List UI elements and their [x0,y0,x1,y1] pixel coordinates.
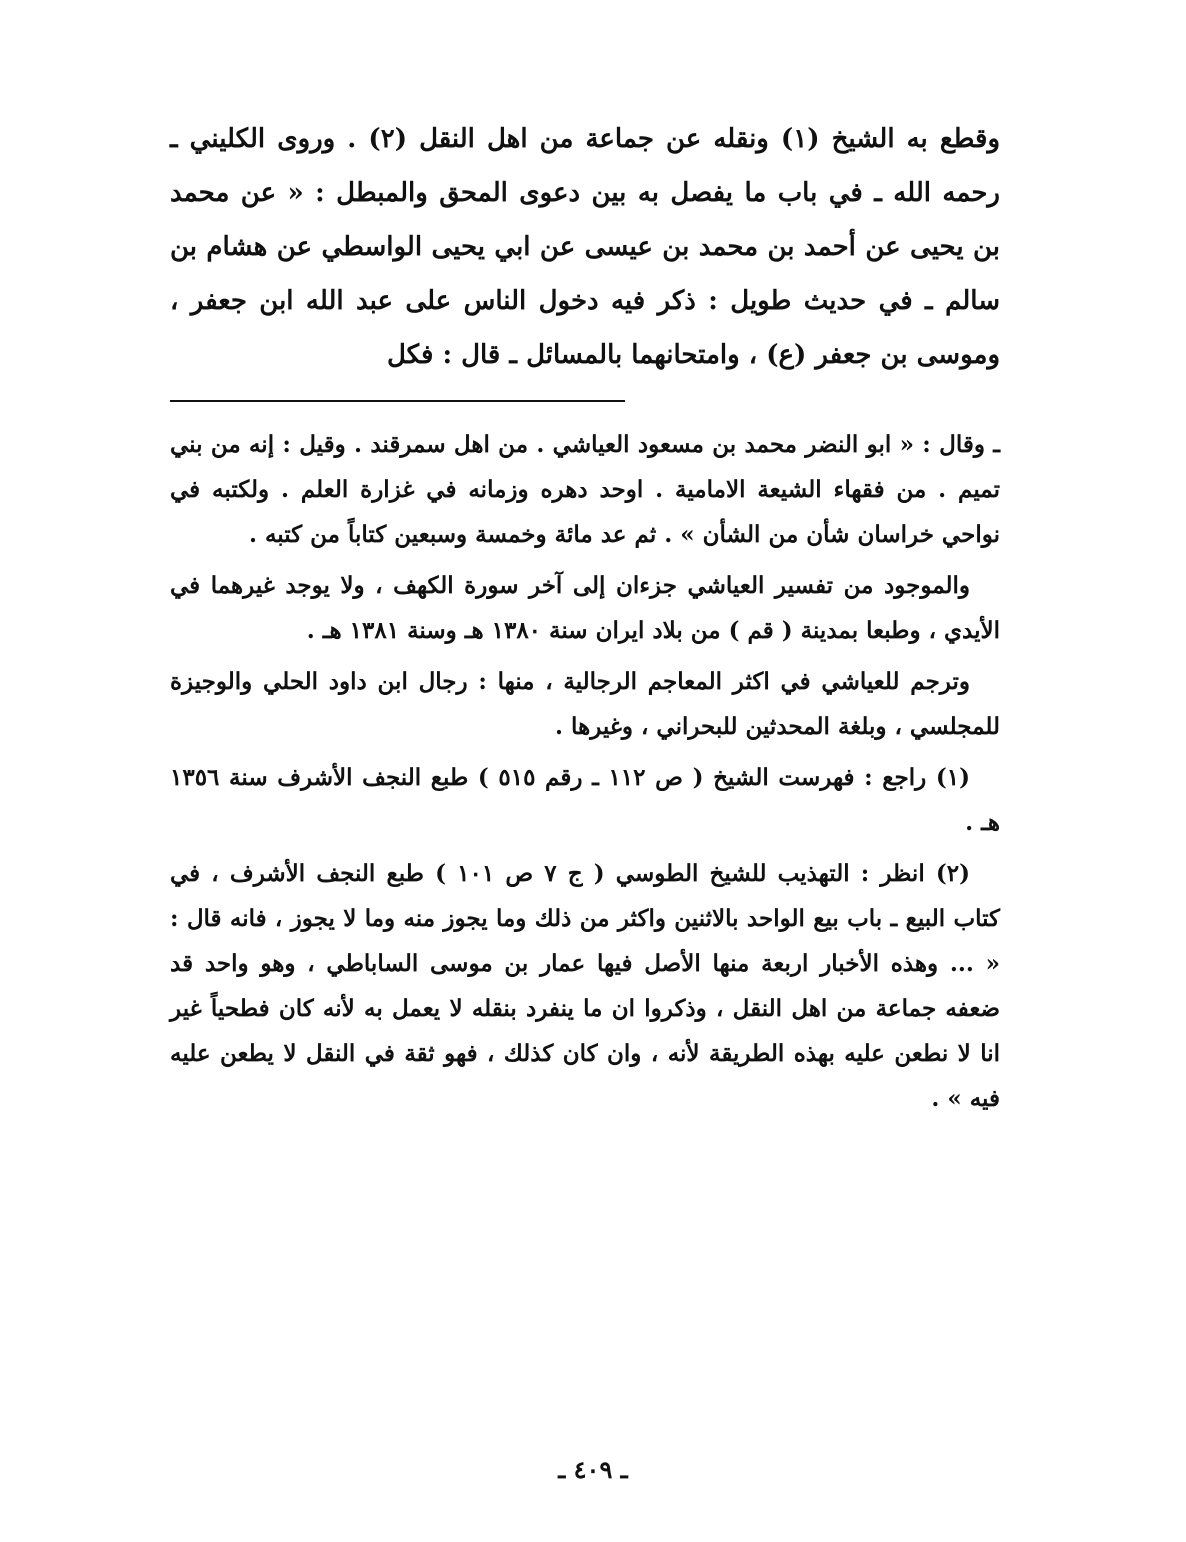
footnote-divider [170,400,625,402]
page-content [170,112,1000,1542]
footnote-2: (٢) انظر : التهذيب للشيخ الطوسي ( ج ٧ ص ١٠١ ) طبع النجف الأشرف ، في كتاب البيع ـ باب بيع الواحد بالاثنين واكثر من ذلك وما يجوز منه وما لا يجوز ، فانه قال : « ... وهذه الأخبار اربعة منها الأصل فيها عمار بن موسى الساباطي ، وهو واحد قد ضعفه جماعة من اهل النقل ، وذكروا ان ما ينفرد بنقله لا يعمل به لأنه كان فطحياً غير انا لا نطعن عليه بهذه الطريقة لأنه ، وان كان كذلك ، فهو ثقة في النقل لا يطعن عليه فيه » . [170,860,1000,1112]
page-number: ـ ٤٠٩ ـ [558,1455,628,1484]
footnote-1: (١) راجع : فهرست الشيخ ( ص ١١٢ ـ رقم ٥١٥ ) طبع النجف الأشرف سنة ١٣٥٦ هـ . [170,764,1000,836]
note-continuation: ـ وقال : « ابو النضر محمد بن مسعود العياشي . من اهل سمرقند . وقيل : إنه من بني تميم . من فقهاء الشيعة الامامية . اوحد دهره وزمانه في غزارة العلم . ولكتبه في نواحي خراسان شأن من الشأن » . ثم عد مائة وخمسة وسبعين كتاباً من كتبه . [170,431,1000,548]
note-paragraph: وترجم للعياشي في اكثر المعاجم الرجالية ، منها : رجال ابن داود الحلي والوجيزة للمجلسي ، وبلغة المحدثين للبحراني ، وغيرها . [170,668,1000,740]
main-text: وقطع به الشيخ (١) ونقله عن جماعة من اهل النقل (٢) . وروى الكليني ـ رحمه الله ـ في باب ما يفصل به بين دعوى المحق والمبطل : « عن محمد بن يحيى عن أحمد بن محمد بن عيسى عن ابي يحيى الواسطي عن هشام بن سالم ـ في حديث طويل : ذكر فيه دخول الناس على عبد الله ابن جعفر ، وموسى بن جعفر (ع) ، وامتحانهما بالمسائل ـ قال : فكل [170,124,1000,370]
note-paragraph: والموجود من تفسير العياشي جزءان إلى آخر سورة الكهف ، ولا يوجد غيرهما في الأيدي ، وطبعا بمدينة ( قم ) من بلاد ايران سنة ١٣٨٠ هـ وسنة ١٣٨١ هـ . [170,572,1000,644]
